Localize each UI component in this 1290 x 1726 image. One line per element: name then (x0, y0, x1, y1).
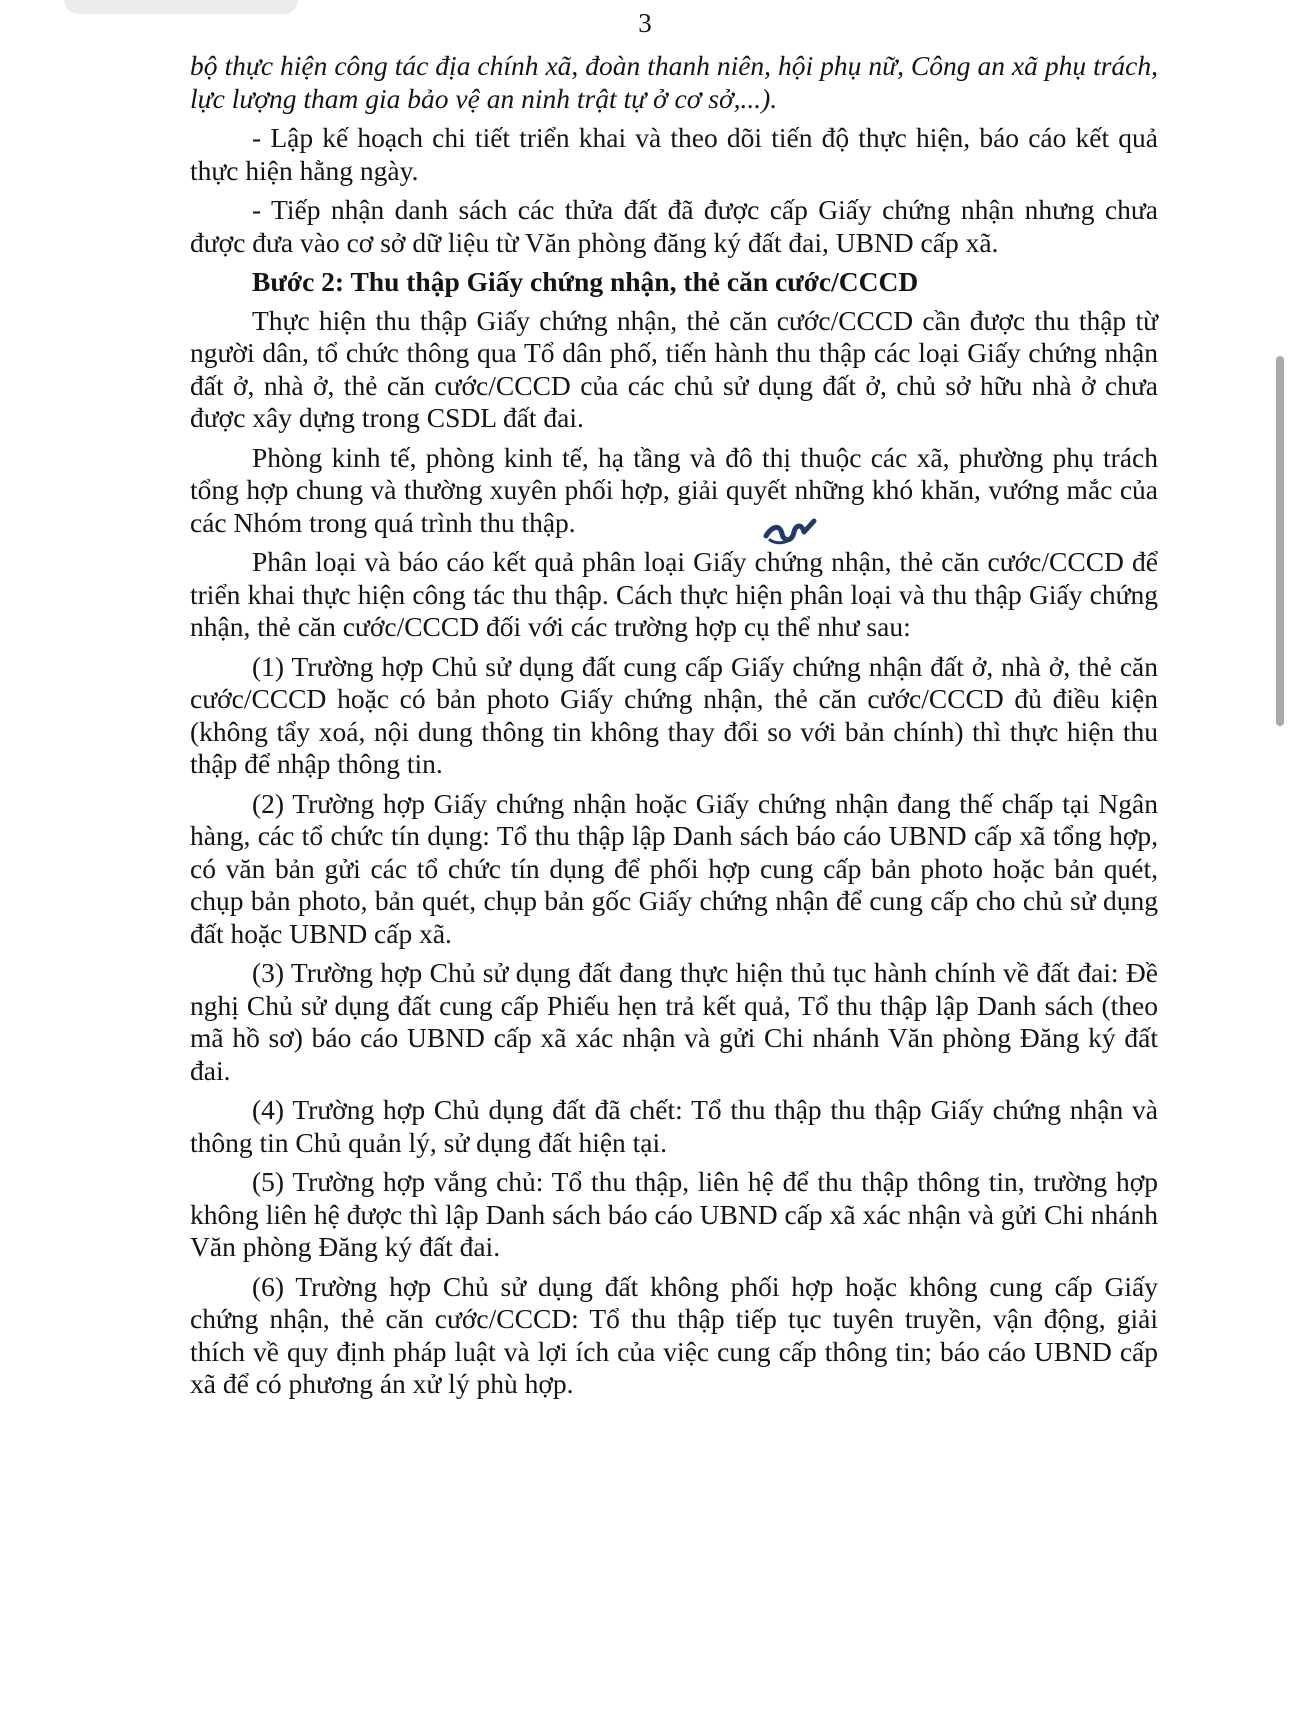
paragraph-case-4: (4) Trường hợp Chủ dụng đất đã chết: Tổ thu thập thu thập Giấy chứng nhận và thông tin Chủ quản lý, sử dụng đất hiện tại. (190, 1094, 1158, 1158)
paragraph-case-6: (6) Trường hợp Chủ sử dụng đất không phối hợp hoặc không cung cấp Giấy chứng nhận, thẻ căn cước/CCCD: Tổ thu thập tiếp tục tuyên truyền, vận động, giải thích về quy định pháp luật và lợi ích của việc cung cấp thông tin; báo cáo UBND cấp xã để có phương án xử lý phù hợp. (190, 1270, 1158, 1399)
paragraph-case-1: (1) Trường hợp Chủ sử dụng đất cung cấp Giấy chứng nhận đất ở, nhà ở, thẻ căn cước/CCCD hoặc có bản photo Giấy chứng nhận, thẻ căn cước/CCCD đủ điều kiện (không tẩy xoá, nội dung thông tin không thay đổi so với bản chính) thì thực hiện thu thập để nhập thông tin. (190, 650, 1158, 779)
paragraph-classification: Phân loại và báo cáo kết quả phân loại Giấy chứng nhận, thẻ căn cước/CCCD để triển khai thực hiện công tác thu thập. Cách thực hiện phân loại và thu thập Giấy chứng nhận, thẻ căn cước/CCCD đối với các trường hợp cụ thể như sau: (190, 546, 1158, 642)
ink-scribble-icon (762, 518, 818, 548)
paragraph-continuation: bộ thực hiện công tác địa chính xã, đoàn thanh niên, hội phụ nữ, Công an xã phụ trách, lực lượng tham gia bảo vệ an ninh trật tự ở cơ sở,...). (190, 50, 1158, 114)
vertical-scrollbar[interactable] (1276, 356, 1284, 726)
paragraph-plan: - Lập kế hoạch chi tiết triển khai và theo dõi tiến độ thực hiện, báo cáo kết quả thực hiện hằng ngày. (190, 122, 1158, 186)
document-body (190, 50, 1158, 1408)
paragraph-case-5: (5) Trường hợp vắng chủ: Tổ thu thập, liên hệ để thu thập thông tin, trường hợp không liên hệ được thì lập Danh sách báo cáo UBND cấp xã xác nhận và gửi Chi nhánh Văn phòng Đăng ký đất đai. (190, 1166, 1158, 1262)
paragraph-collection: Thực hiện thu thập Giấy chứng nhận, thẻ căn cước/CCCD cần được thu thập từ người dân, tổ chức thông qua Tổ dân phố, tiến hành thu thập các loại Giấy chứng nhận đất ở, nhà ở, thẻ căn cước/CCCD của các chủ sử dụng đất ở, chủ sở hữu nhà ở chưa được xây dựng trong CSDL đất đai. (190, 304, 1158, 433)
paragraph-responsibility: Phòng kinh tế, phòng kinh tế, hạ tầng và đô thị thuộc các xã, phường phụ trách tổng hợp chung và thường xuyên phối hợp, giải quyết những khó khăn, vướng mắc của các Nhóm trong quá trình thu thập. (190, 441, 1158, 538)
paragraph-receive-list: - Tiếp nhận danh sách các thửa đất đã được cấp Giấy chứng nhận nhưng chưa được đưa vào cơ sở dữ liệu từ Văn phòng đăng ký đất đai, UBND cấp xã. (190, 194, 1158, 258)
page-number: 3 (638, 8, 652, 38)
paragraph-case-2: (2) Trường hợp Giấy chứng nhận hoặc Giấy chứng nhận đang thế chấp tại Ngân hàng, các tổ chức tín dụng: Tổ thu thập lập Danh sách báo cáo UBND cấp xã tổng hợp, có văn bản gửi các tổ chức tín dụng để phối hợp cung cấp bản photo hoặc bản quét, chụp bản photo, bản quét, chụp bản gốc Giấy chứng nhận để cung cấp cho chủ sử dụng đất hoặc UBND cấp xã. (190, 787, 1158, 949)
paragraph-case-3: (3) Trường hợp Chủ sử dụng đất đang thực hiện thủ tục hành chính về đất đai: Đề nghị Chủ sử dụng đất cung cấp Phiếu hẹn trả kết quả, Tổ thu thập lập Danh sách (theo mã hồ sơ) báo cáo UBND cấp xã xác nhận và gửi Chi nhánh Văn phòng Đăng ký đất đai. (190, 957, 1158, 1086)
section-heading-step-2: Bước 2: Thu thập Giấy chứng nhận, thẻ căn cước/CCCD (252, 266, 919, 297)
